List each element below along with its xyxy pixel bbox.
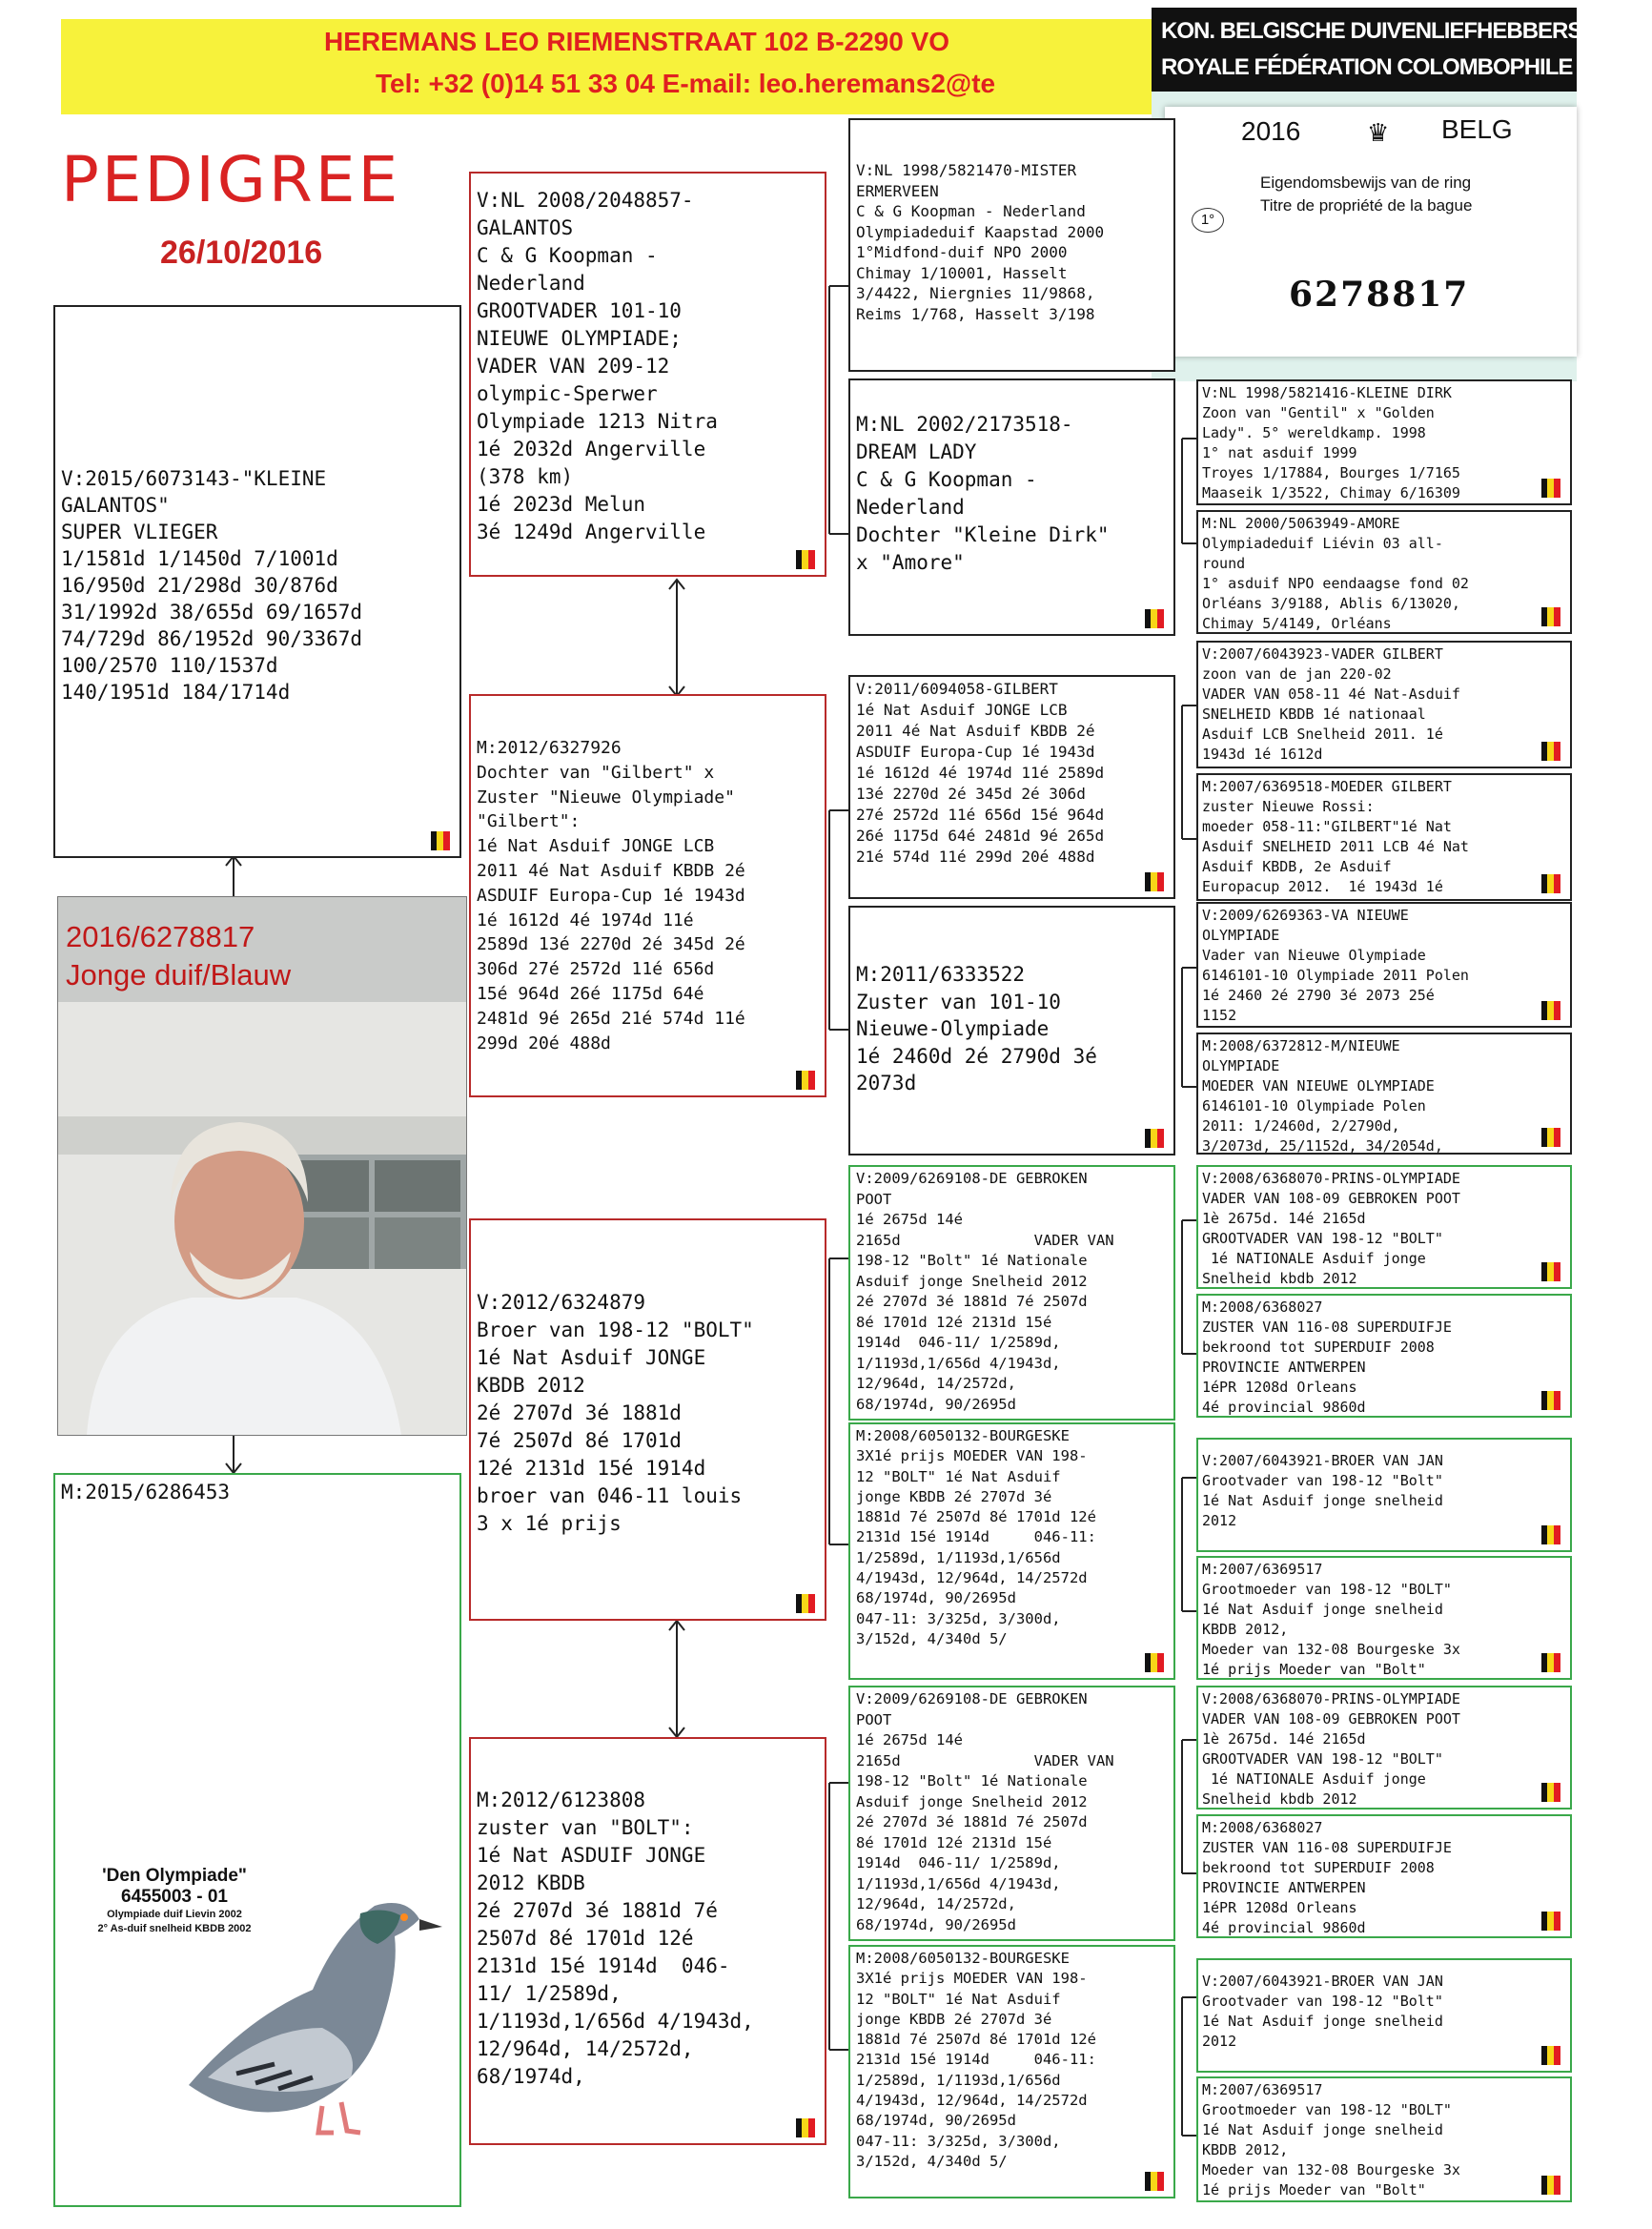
belgium-flag-icon bbox=[1538, 1910, 1564, 1932]
ring-degree: 1° bbox=[1192, 208, 1224, 233]
belgium-flag-icon bbox=[1141, 1651, 1168, 1674]
sire-of-sire-text: V:NL 2008/2048857- GALANTOS C & G Koopman - Nederland GROOTVADER 101-10 NIEUWE OLYMPIADE; VADER VAN 209-12 olympic-Sperwer Olympiade 1213 Nitra 1é 2032d Angerville (378 km) 1é 2023d Melun 3é 1249d Angerville bbox=[477, 189, 718, 543]
ring-crown-icon: ♛ bbox=[1367, 118, 1390, 147]
great-grandparent-box-5 bbox=[1196, 902, 1572, 1028]
belgium-flag-icon bbox=[427, 829, 454, 852]
breeder-contact: Tel: +32 (0)14 51 33 04 E-mail: leo.heremans2@te bbox=[376, 69, 996, 98]
great-grandparent-box-13 bbox=[1196, 1958, 1572, 2073]
great-grandparent-13-text: V:2007/6043921-BROER VAN JAN Grootvader van 198-12 "Bolt" 1é Nat Asduif jonge snelheid 2012 bbox=[1202, 1973, 1443, 2050]
photo-caption-color: Jonge duif/Blauw bbox=[66, 958, 292, 992]
great-grandparent-box-12 bbox=[1196, 1814, 1572, 1938]
great-grandparent-box-11 bbox=[1196, 1686, 1572, 1810]
sire-of-sire-box bbox=[469, 172, 826, 577]
breeder-address: HEREMANS LEO RIEMENSTRAAT 102 B-2290 VO bbox=[324, 27, 950, 56]
great-grandparent-box-10 bbox=[1196, 1556, 1572, 1680]
belgium-flag-icon bbox=[1538, 740, 1564, 763]
great-grandparent-6-text: M:2008/6372812-M/NIEUWE OLYMPIADE MOEDER VAN NIEUWE OLYMPIADE 6146101-10 Olympiade Polen 2011: 1/2460d, 2/2790d, 3/2073d, 25/1152d, 34/2054d, bbox=[1202, 1037, 1443, 1155]
ring-country: BELG bbox=[1441, 114, 1513, 144]
pigeon-caption: 'Den Olympiade" 6455003 - 01 Olympiade duif Lievin 2002 2° As-duif snelheid KBDB 2002 bbox=[97, 1866, 252, 1934]
dam-of-dam-box bbox=[469, 1737, 826, 2145]
belgium-flag-icon bbox=[1538, 1523, 1564, 1546]
subject-pigeon-text: V:2015/6073143-"KLEINE GALANTOS" SUPER VLIEGER 1/1581d 1/1450d 7/1001d 16/950d 21/298d 30/876d 31/1992d 38/655d 69/1657d 74/729d 86/1952d 90/3367d 100/2570 110/1537d 140/1951d 184/1714d bbox=[61, 467, 363, 704]
grandparent-2-text: M:NL 2002/2173518- DREAM LADY C & G Koopman - Nederland Dochter "Kleine Dirk" x "Amore" bbox=[856, 413, 1110, 574]
grandparent-box-8 bbox=[848, 1945, 1175, 2198]
belgium-flag-icon bbox=[792, 1069, 819, 1092]
great-grandparent-14-text: M:2007/6369517 Grootmoeder van 198-12 "BOLT" 1é Nat Asduif jonge snelheid KBDB 2012, Moeder van 132-08 Bourgeske 3x 1é prijs Moeder van "Bolt" bbox=[1202, 2081, 1460, 2198]
belgium-flag-icon bbox=[1538, 2174, 1564, 2197]
dam-of-dam-text: M:2012/6123808 zuster van "BOLT": 1é Nat ASDUIF JONGE 2012 KBDB 2é 2707d 3é 1881d 7é 2507d 8é 1701d 12é 2131d 15é 1914d 046- 11/ 1/2589d, 1/1193d,1/656d 4/1943d, 12/964d, 14/2572d, 68/1974d, bbox=[477, 1789, 754, 2088]
great-grandparent-12-text: M:2008/6368027 ZUSTER VAN 116-08 SUPERDUIFJE bekroond tot SUPERDUIF 2008 PROVINCIE ANTWERPEN 1éPR 1208d Orleans 4é provincial 9860d bbox=[1202, 1819, 1452, 1936]
belgium-flag-icon bbox=[1538, 872, 1564, 895]
page-title: PEDIGREE bbox=[61, 143, 401, 216]
dam-text: M:2015/6286453 bbox=[61, 1481, 231, 1503]
ring-number: 6278817 bbox=[1289, 275, 1470, 315]
great-grandparent-10-text: M:2007/6369517 Grootmoeder van 198-12 "BOLT" 1é Nat Asduif jonge snelheid KBDB 2012, Moeder van 132-08 Bourgeske 3x 1é prijs Moeder van "Bolt" bbox=[1202, 1561, 1460, 1678]
great-grandparent-box-2 bbox=[1196, 510, 1572, 634]
great-grandparent-8-text: M:2008/6368027 ZUSTER VAN 116-08 SUPERDUIFJE bekroond tot SUPERDUIF 2008 PROVINCIE ANTWERPEN 1éPR 1208d Orleans 4é provincial 9860d bbox=[1202, 1299, 1452, 1416]
pedigree-date: 26/10/2016 bbox=[160, 235, 323, 271]
belgium-flag-icon bbox=[1538, 605, 1564, 628]
grandparent-box-7 bbox=[848, 1686, 1175, 1941]
great-grandparent-3-text: V:2007/6043923-VADER GILBERT zoon van de jan 220-02 VADER VAN 058-11 4é Nat-Asduif SNELHEID KBDB 1é nationaal Asduif LCB Snelheid 2011. 1é 1943d 1é 1612d bbox=[1202, 645, 1460, 763]
great-grandparent-1-text: V:NL 1998/5821416-KLEINE DIRK Zoon van "Gentil" x "Golden Lady". 5° wereldkamp. 1998 1° nat asduif 1999 Troyes 1/17884, Bourges 1/7165 Maaseik 1/3522, Chimay 6/16309 bbox=[1202, 384, 1460, 501]
grandparent-5-text: V:2009/6269108-DE GEBROKEN POOT 1é 2675d 14é 2165d VADER VAN 198-12 "Bolt" 1é Nationale Asduif jonge Snelheid 2012 2é 2707d 3é 1881d 7é 2507d 8é 1701d 12é 2131d 15é 1914d 046-11/ 1/2589d, 1/1193d,1/656d 4/1943d, 12/964d, 14/2572d, 68/1974d, 90/2695d bbox=[856, 1170, 1114, 1413]
belgium-flag-icon bbox=[1538, 2044, 1564, 2067]
grandparent-4-text: M:2011/6333522 Zuster van 101-10 Nieuwe-Olympiade 1é 2460d 2é 2790d 3é 2073d bbox=[856, 963, 1097, 1094]
breeder-photo bbox=[57, 896, 467, 1436]
grandparent-7-text: V:2009/6269108-DE GEBROKEN POOT 1é 2675d 14é 2165d VADER VAN 198-12 "Bolt" 1é Nationale Asduif jonge Snelheid 2012 2é 2707d 3é 1881d 7é 2507d 8é 1701d 12é 2131d 15é 1914d 046-11/ 1/2589d, 1/1193d,1/656d 4/1943d, 12/964d, 14/2572d, 68/1974d, 90/2695d bbox=[856, 1690, 1114, 1933]
photo-caption-ring: 2016/6278817 bbox=[66, 920, 255, 953]
great-grandparent-2-text: M:NL 2000/5063949-AMORE Olympiadeduif Liévin 03 all- round 1° asduif NPO eendaagse fond 02 Orléans 3/9188, Ablis 6/13020, Chimay 5/4149, Orléans bbox=[1202, 515, 1469, 632]
belgium-flag-icon bbox=[1538, 999, 1564, 1022]
great-grandparent-7-text: V:2008/6368070-PRINS-OLYMPIADE VADER VAN 108-09 GEBROKEN POOT 1è 2675d. 14é 2165d GROOTVADER VAN 198-12 "BOLT" 1é NATIONALE Asduif jonge Snelheid kbdb 2012 bbox=[1202, 1170, 1460, 1287]
grandparent-3-text: V:2011/6094058-GILBERT 1é Nat Asduif JONGE LCB 2011 4é Nat Asduif KBDB 2é ASDUIF Europa-Cup 1é 1943d 1é 1612d 4é 1974d 11é 2589d 13é 2270d 2é 345d 2é 306d 27é 2572d 11é 656d 15é 964d 26é 1175d 64é 2481d 9é 265d 21é 574d 11é 299d 20é 488d bbox=[856, 680, 1105, 866]
dam-of-sire-text: M:2012/6327926 Dochter van "Gilbert" x Zuster "Nieuwe Olympiade" "Gilbert": 1é Nat Asduif JONGE LCB 2011 4é Nat Asduif KBDB 2é ASDUIF Europa-Cup 1é 1943d 1é 1612d 4é 1974d 11é 2589d 13é 2270d 2é 345d 2é 306d 27é 2572d 11é 656d 15é 964d 26é 1175d 64é 2481d 9é 265d 21é 574d 11é 299d 20é 488d bbox=[477, 738, 745, 1053]
breeder-portrait bbox=[58, 897, 466, 1435]
great-grandparent-4-text: M:2007/6369518-MOEDER GILBERT zuster Nieuwe Rossi: moeder 058-11:"GILBERT"1é Nat Asduif SNELHEID 2011 LCB 4é Nat Asduif KBDB, 2e Asduif Europacup 2012. 1é 1943d 1é bbox=[1202, 778, 1469, 895]
sire-of-dam-text: V:2012/6324879 Broer van 198-12 "BOLT" 1é Nat Asduif JONGE KBDB 2012 2é 2707d 3é 1881d 7é 2507d 8é 1701d 12é 2131d 15é 1914d broer van 046-11 louis 3 x 1é prijs bbox=[477, 1291, 754, 1535]
great-grandparent-box-3 bbox=[1196, 641, 1572, 768]
belgium-flag-icon bbox=[792, 1592, 819, 1615]
great-grandparent-box-14 bbox=[1196, 2076, 1572, 2202]
belgium-flag-icon bbox=[1538, 1389, 1564, 1412]
ring-year: 2016 bbox=[1241, 116, 1301, 146]
great-grandparent-5-text: V:2009/6269363-VA NIEUWE OLYMPIADE Vader van Nieuwe Olympiade 6146101-10 Olympiade 2011 Polen 1é 2460 2é 2790 3é 2073 25é 1152 bbox=[1202, 907, 1469, 1024]
sire-of-dam-box bbox=[469, 1218, 826, 1621]
belgium-flag-icon bbox=[1141, 607, 1168, 630]
belgium-flag-icon bbox=[792, 548, 819, 571]
federation-name: KON. BELGISCHE DUIVENLIEFHEBBERSBOND ROYALE FÉDÉRATION COLOMBOPHILE BELGE bbox=[1152, 8, 1577, 92]
grandparent-box-6 bbox=[848, 1422, 1175, 1680]
great-grandparent-box-9 bbox=[1196, 1438, 1572, 1552]
grandparent-1-text: V:NL 1998/5821470-MISTER ERMERVEEN C & G Koopman - Nederland Olympiadeduif Kaapstad 2000 1°Midfond-duif NPO 2000 Chimay 1/10001, Hasselt 3/4422, Niergnies 11/9868, Reims 1/768, Hasselt 3/198 bbox=[856, 161, 1105, 323]
great-grandparent-box-6 bbox=[1196, 1033, 1572, 1155]
belgium-flag-icon bbox=[1141, 870, 1168, 893]
great-grandparent-box-1 bbox=[1196, 379, 1572, 505]
belgium-flag-icon bbox=[1538, 1651, 1564, 1674]
belgium-flag-icon bbox=[1141, 2170, 1168, 2193]
belgium-flag-icon bbox=[1538, 1260, 1564, 1283]
belgium-flag-icon bbox=[1141, 1127, 1168, 1150]
grandparent-box-4 bbox=[848, 906, 1175, 1155]
ring-title-nl: Eigendomsbewijs van de ring bbox=[1260, 174, 1472, 192]
grandparent-box-1 bbox=[848, 118, 1175, 372]
grandparent-box-5 bbox=[848, 1165, 1175, 1421]
subject-pigeon-box bbox=[53, 305, 461, 858]
belgium-flag-icon bbox=[792, 2117, 819, 2139]
great-grandparent-box-7 bbox=[1196, 1165, 1572, 1289]
grandparent-box-3 bbox=[848, 675, 1175, 899]
great-grandparent-11-text: V:2008/6368070-PRINS-OLYMPIADE VADER VAN 108-09 GEBROKEN POOT 1è 2675d. 14é 2165d GROOTVADER VAN 198-12 "BOLT" 1é NATIONALE Asduif jonge Snelheid kbdb 2012 bbox=[1202, 1690, 1460, 1808]
belgium-flag-icon bbox=[1538, 477, 1564, 500]
great-grandparent-box-4 bbox=[1196, 773, 1572, 901]
great-grandparent-box-8 bbox=[1196, 1294, 1572, 1418]
ring-title-fr: Titre de propriété de la bague bbox=[1260, 196, 1473, 215]
grandparent-8-text: M:2008/6050132-BOURGESKE 3X1é prijs MOEDER VAN 198- 12 "BOLT" 1é Nat Asduif jonge KBDB 2é 2707d 3é 1881d 7é 2507d 8é 1701d 12é 2131d 15é 1914d 046-11: 1/2589d, 1/1193d,1/656d 4/1943d, 12/964d, 14/2572d 68/1974d, 90/2695d 047-11: 3/325d, 3/300d, 3/152d, 4/340d 5/ bbox=[856, 1950, 1096, 2170]
belgium-flag-icon bbox=[1538, 1781, 1564, 1804]
grandparent-6-text: M:2008/6050132-BOURGESKE 3X1é prijs MOEDER VAN 198- 12 "BOLT" 1é Nat Asduif jonge KBDB 2é 2707d 3é 1881d 7é 2507d 8é 1701d 12é 2131d 15é 1914d 046-11: 1/2589d, 1/1193d,1/656d 4/1943d, 12/964d, 14/2572d 68/1974d, 90/2695d 047-11: 3/325d, 3/300d, 3/152d, 4/340d 5/ bbox=[856, 1427, 1096, 1647]
grandparent-box-2 bbox=[848, 378, 1175, 636]
great-grandparent-9-text: V:2007/6043921-BROER VAN JAN Grootvader van 198-12 "Bolt" 1é Nat Asduif jonge snelheid 2012 bbox=[1202, 1452, 1443, 1529]
belgium-flag-icon bbox=[1538, 1126, 1564, 1149]
dam-box bbox=[53, 1473, 461, 2207]
dam-of-sire-box bbox=[469, 694, 826, 1097]
